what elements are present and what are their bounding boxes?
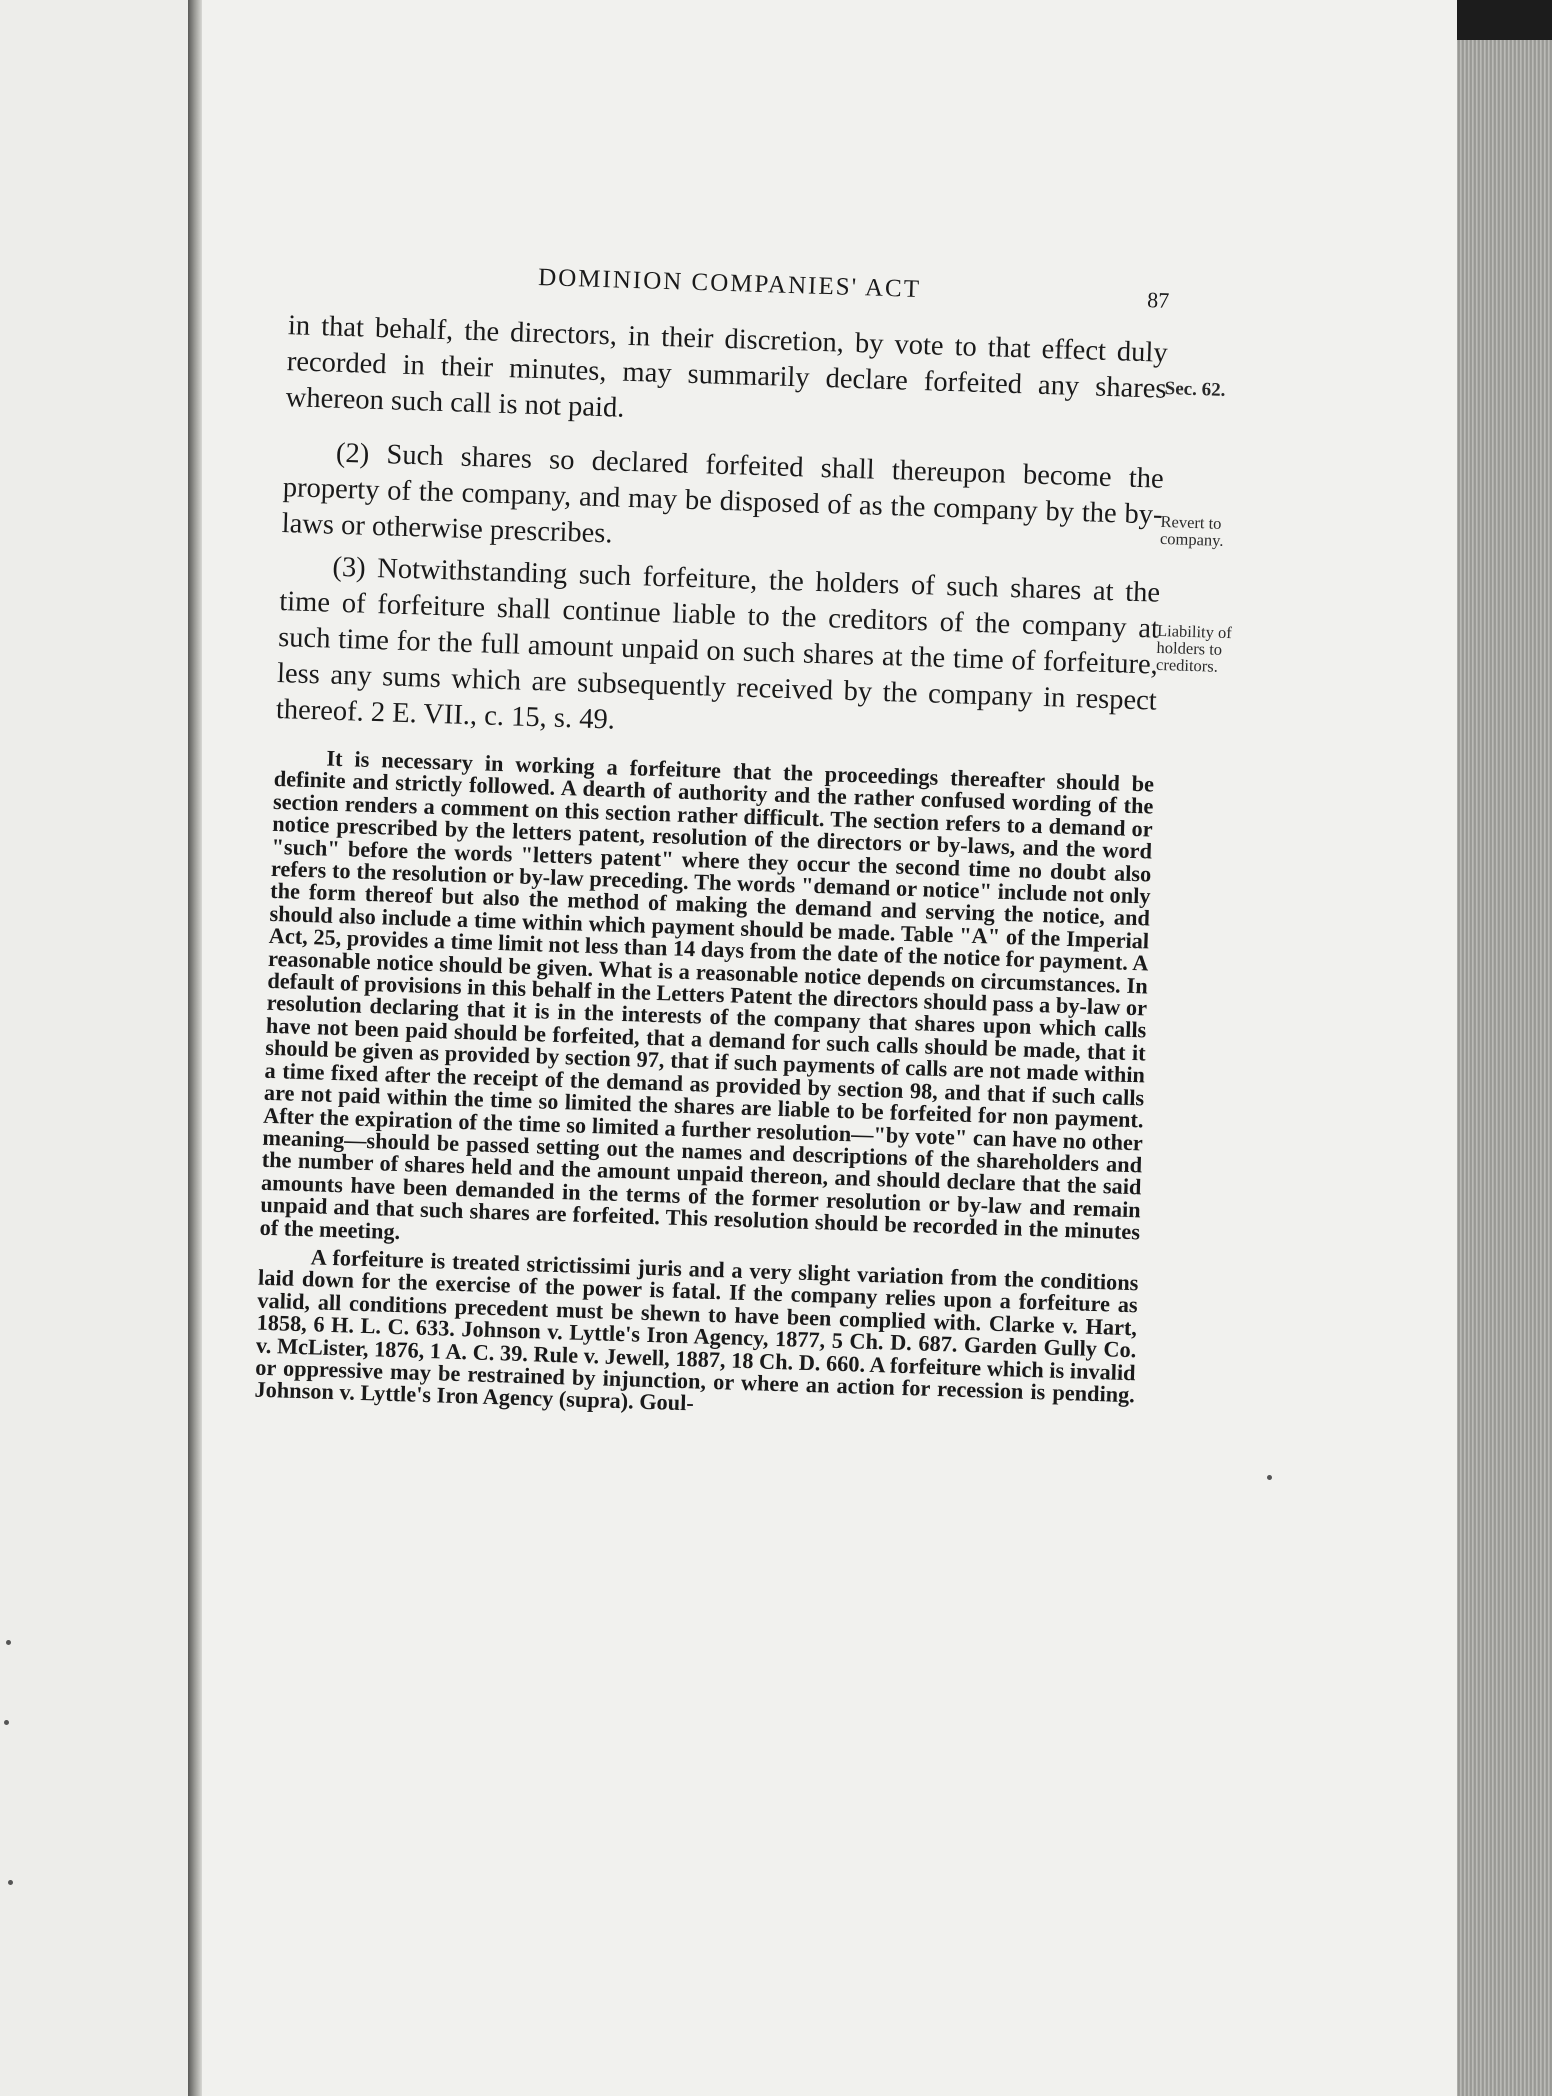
page-edges <box>1457 40 1552 2096</box>
commentary-paragraph-1: It is necessary in working a forfeiture that the proceedings thereafter should be definite and strictly followed. A dearth of authority and the rather confused wording of the section renders a comment on this section rather difficult. The section refers to a demand or notice prescribed by the letters patent, resolution of the directors or by-laws, and the word "such" before the words "letters patent" where they occur the second time no doubt also refers to the resolution or by-law preceding. The words "demand or notice" include not only the form thereof but also the method of making the demand and serving the notice, and should also include a time within which payment should be made. Table "A" of the Imperial Act, 25, provides a time limit not less than 14 days from the date of the notice for payment. A reasonable notice should be given. What is a reasonable notice depends on circumstances. In default of provisions in this behalf in the Letters Patent the directors should pass a by-law or resolution declaring that it is in the interests of the company that shares upon which calls have not been paid should be forfeited, that a demand for such calls should be made, that it should be given as provided by section 97, that if such payments of calls are not made within a time fixed after the receipt of the demand as provided by section 98, and that if such calls are not paid within the time so limited the shares are liable to be forfeited for non payment. After the expiration of the time so limited a further resolution—"by vote" can have no other meaning—should be passed setting out the names and descriptions of the shareholders and the number of shares held and the amount unpaid thereon, and should declare that the said amounts have been demanded in the terms of the former resolution or by-law and remain unpaid and that such shares are forfeited. This resolution should be recorded in the minutes of the meeting. <box>259 745 1155 1245</box>
margin-note-line: company. <box>1159 528 1224 550</box>
statute-text <box>275 308 1168 755</box>
speck <box>1267 1475 1272 1480</box>
margin-note-revert <box>1160 513 1225 549</box>
statute-paragraph-1: in that behalf, the directors, in their discretion, by vote to that effect duly recorded in their minutes, may summarily declare forfeited any shares whereon such call is not paid. <box>285 310 1169 424</box>
speck <box>6 1640 11 1645</box>
margin-note-line: Revert to <box>1160 511 1222 533</box>
speck <box>8 1880 13 1885</box>
page-number: 87 <box>1146 287 1170 313</box>
margin-note-line: holders to <box>1156 637 1223 659</box>
commentary-text <box>254 746 1154 1429</box>
left-page <box>0 0 191 2096</box>
statute-paragraph-3: (3) Notwithstanding such forfeiture, the holders of such shares at the time of forfeiture shall continue liable to the creditors of the company at such time for the full amount unpaid on such shares at the time of forfeiture, less any sums which are subsequently received by the company in respect thereof. 2 E. VII., c. 15, s. 49. <box>275 551 1161 736</box>
statute-paragraph-2: (2) Such shares so declared forfeited shall thereupon become the property of the company, and may be disposed of as the company by the by-laws or otherwise prescribes. <box>281 437 1165 550</box>
margin-note-section: Sec. 62. <box>1164 378 1226 401</box>
margin-note-liability <box>1156 622 1232 675</box>
speck <box>4 1720 9 1725</box>
running-title: DOMINION COMPANIES' ACT <box>537 263 922 304</box>
margin-note-line: creditors. <box>1155 654 1219 676</box>
page-text <box>254 256 1170 1429</box>
book-gutter <box>188 0 202 2096</box>
commentary-paragraph-2: A forfeiture is treated strictissimi juris and a very slight variation from the conditions laid down for the exercise of the power is fatal. If the company relies upon a forfeiture as valid, all conditions precedent must be shewn to have been complied with. Clarke v. Hart, 1858, 6 H. L. C. 633. Johnson v. Lyttle's Iron Agency, 1877, 5 Ch. D. 687. Garden Gully Co. v. McLister, 1876, 1 A. C. 39. Rule v. Jewell, 1887, 18 Ch. D. 660. A forfeiture which is invalid or oppressive may be restrained by injunction, or where an action for recession is pending. Johnson v. Lyttle's Iron Agency (supra). Goul- <box>254 1244 1139 1416</box>
margin-note-line: Liability of <box>1156 620 1233 643</box>
